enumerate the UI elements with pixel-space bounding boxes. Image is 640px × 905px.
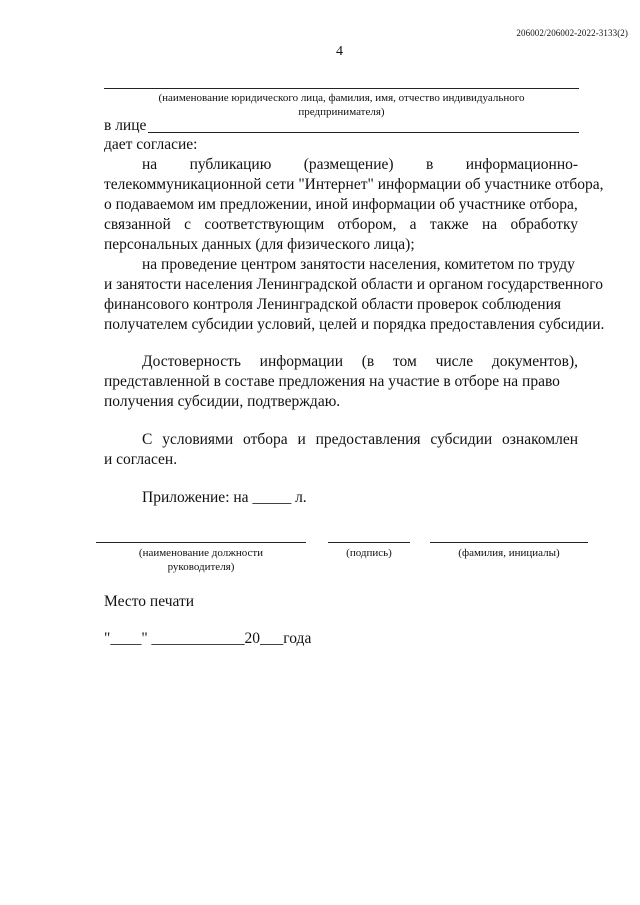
date-line: "____" ____________20___года bbox=[104, 630, 312, 647]
word: ознакомлен bbox=[502, 431, 579, 448]
conditions-line1 bbox=[142, 430, 578, 450]
entity-caption-line2: предпринимателя) bbox=[298, 106, 385, 118]
word: том bbox=[392, 353, 417, 370]
word: (в bbox=[361, 353, 375, 370]
word: с bbox=[184, 216, 191, 233]
name-line bbox=[430, 542, 588, 543]
word: в bbox=[425, 156, 434, 173]
word: отбора bbox=[243, 431, 288, 448]
reliability-line2: представленной в составе предложения на участие в отборе на право bbox=[104, 373, 560, 390]
word: (размещение) bbox=[303, 156, 394, 173]
word: а bbox=[409, 216, 417, 233]
entity-caption-line1: (наименование юридического лица, фамилия, имя, отчество индивидуального bbox=[158, 92, 525, 104]
word: также bbox=[429, 216, 469, 233]
reliability-line3: получения субсидии, подтверждаю. bbox=[104, 393, 341, 410]
signature-line bbox=[328, 542, 410, 543]
position-caption bbox=[96, 546, 306, 574]
attachment-line bbox=[142, 488, 307, 508]
position-caption-line2: руководителя) bbox=[167, 561, 235, 573]
name-caption: (фамилия, инициалы) bbox=[458, 547, 560, 559]
document-number: 206002/206002-2022-3133(2) bbox=[516, 28, 628, 38]
reliability-line1 bbox=[142, 352, 578, 372]
attachment-blank: _____ bbox=[252, 489, 292, 506]
consent-intro: дает согласие: bbox=[104, 136, 198, 153]
attachment-suffix: л. bbox=[295, 489, 307, 506]
representative-line bbox=[148, 132, 579, 133]
word: субсидии bbox=[430, 431, 493, 448]
consent-p1-line5: персональных данных (для физического лица); bbox=[104, 236, 415, 253]
word: числе bbox=[435, 353, 474, 370]
entity-name-line bbox=[104, 88, 579, 89]
word: Достоверность bbox=[142, 353, 241, 370]
attachment-prefix: Приложение: на bbox=[142, 489, 249, 506]
word: соответствующим bbox=[204, 216, 325, 233]
word: обработку bbox=[510, 216, 579, 233]
word: на bbox=[481, 216, 498, 233]
word: на bbox=[142, 156, 158, 173]
word: связанной bbox=[104, 216, 171, 233]
word: информации bbox=[259, 353, 344, 370]
entity-caption bbox=[104, 91, 579, 119]
word: документов), bbox=[491, 353, 579, 370]
word: отбором, bbox=[337, 216, 397, 233]
consent-p1-line4 bbox=[104, 215, 578, 235]
seal-label: Место печати bbox=[104, 593, 195, 610]
consent-p1-line3: о подаваемом им предложении, иной информации об участнике отбора, bbox=[104, 196, 578, 213]
word: информационно- bbox=[465, 156, 579, 173]
position-line bbox=[96, 542, 306, 543]
word: условиями bbox=[162, 431, 234, 448]
word: предоставления bbox=[315, 431, 421, 448]
consent-p2-line3: финансового контроля Ленинградской области проверок соблюдения bbox=[104, 296, 562, 313]
word: и bbox=[297, 431, 306, 448]
consent-p1-line2: телекоммуникационной сети "Интернет" информации об участнике отбора, bbox=[104, 176, 604, 193]
conditions-line2: и согласен. bbox=[104, 451, 178, 468]
consent-p1-line1 bbox=[142, 155, 578, 175]
page-number: 4 bbox=[336, 44, 343, 59]
position-caption-line1: (наименование должности bbox=[138, 547, 264, 559]
representative-label: в лице bbox=[104, 117, 147, 134]
signature-caption: (подпись) bbox=[346, 547, 392, 559]
consent-p2-line4: получателем субсидии условий, целей и порядка предоставления субсидии. bbox=[104, 316, 605, 333]
word: публикацию bbox=[189, 156, 272, 173]
consent-p2-line1: на проведение центром занятости населения, комитетом по труду bbox=[142, 256, 575, 273]
word: С bbox=[142, 431, 153, 448]
consent-p2-line2: и занятости населения Ленинградской области и органом государственного bbox=[104, 276, 603, 293]
